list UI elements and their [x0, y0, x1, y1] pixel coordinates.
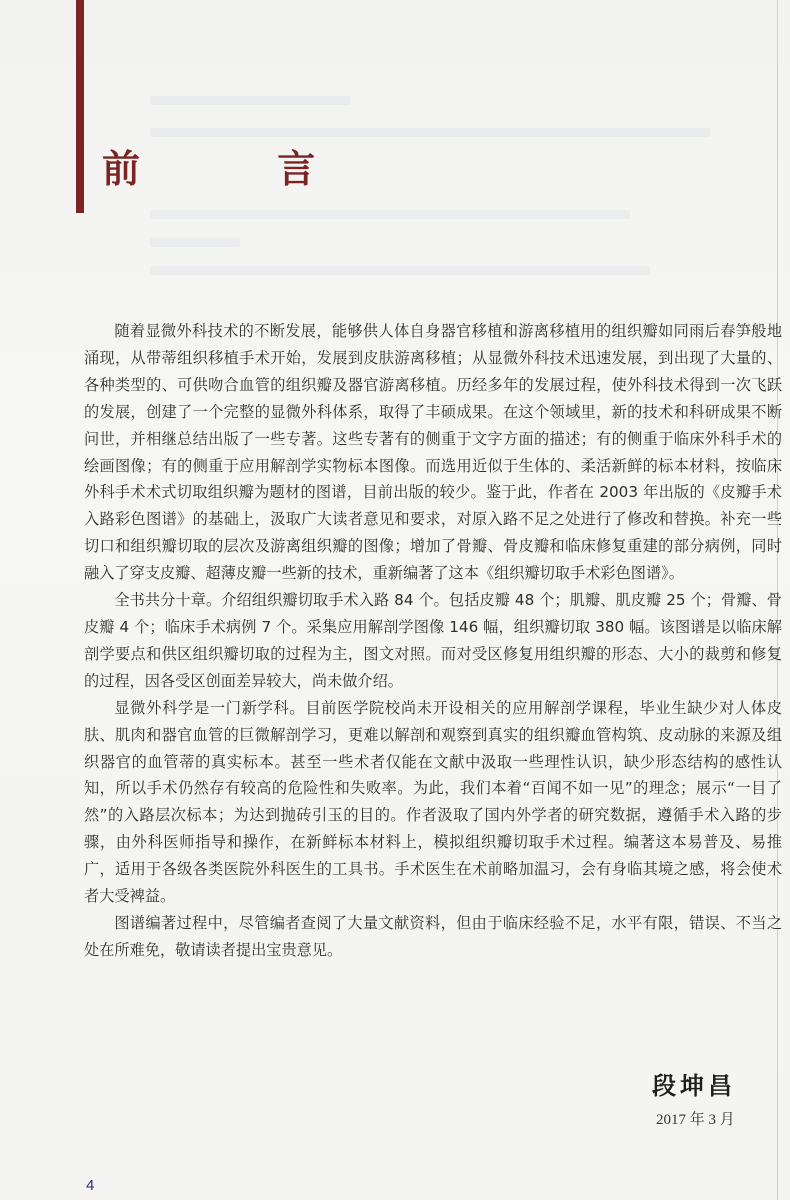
bleed-through-mark	[150, 210, 630, 219]
bleed-through-mark	[150, 128, 710, 137]
title-accent-bar	[76, 0, 84, 213]
author-signature: 段坤昌	[652, 1071, 736, 1100]
bleed-through-mark	[150, 96, 350, 105]
paragraph: 随着显微外科技术的不断发展，能够供人体自身器官移植和游离移植用的组织瓣如同雨后春笋般地涌现，从带蒂组织移植手术开始，发展到皮肤游离移植；从显微外科技术迅速发展，到出现了大量的、各种类型的、可供吻合血管的组织瓣及器官游离移植。历经多年的发展过程，使外科技术得到一次飞跃的发展，创建了一个完整的显微外科体系，取得了丰硕成果。在这个领域里，新的技术和科研成果不断问世，并相继总结出版了一些专著。这些专著有的侧重于文字方面的描述；有的侧重于临床外科手术的绘画图像；有的侧重于应用解剖学实物标本图像。而选用近似于生体的、柔活新鲜的标本材料，按临床外科手术术式切取组织瓣为题材的图谱，目前出版的较少。鉴于此，作者在 2003 年出版的《皮瓣手术入路彩色图谱》的基础上，汲取广大读者意见和要求，对原入路不足之处进行了修改和替换。补充一些切口和组织瓣切取的层次及游离组织瓣的图像；增加了骨瓣、骨皮瓣和临床修复重建的部分病例，同时融入了穿支皮瓣、超薄皮瓣一些新的技术，重新编著了这本《组织瓣切取手术彩色图谱》。	[84, 322, 782, 583]
bleed-through-mark	[150, 238, 240, 247]
paragraph: 全书共分十章。介绍组织瓣切取手术入路 84 个。包括皮瓣 48 个；肌瓣、肌皮瓣 25 个；骨瓣、骨皮瓣 4 个；临床手术病例 7 个。采集应用解剖学图像 146 幅，组织瓣切取 380 幅。该图谱是以临床解剖学要点和供区组织瓣切取的过程为主，图文对照。而对受区修复用组织瓣的形态、大小的裁剪和修复的过程，因各受区创面差异较大，尚未做介绍。	[84, 591, 782, 690]
bleed-through-mark	[150, 266, 650, 275]
page-title: 前 言	[102, 147, 378, 191]
paragraph: 显微外科学是一门新学科。目前医学院校尚未开设相关的应用解剖学课程，毕业生缺少对人体皮肤、肌肉和器官血管的巨微解剖学习，更难以解剖和观察到真实的组织瓣血管构筑、皮动脉的来源及组织器官的血管蒂的真实标本。甚至一些术者仅能在文献中汲取一些理性认识，缺少形态结构的感性认知，所以手术仍然存有较高的危险性和失败率。为此，我们本着“百闻不如一见”的理念；展示“一目了然”的入路层次标本；为达到抛砖引玉的目的。作者汲取了国内外学者的研究数据，遵循手术入路的步骤，由外科医师指导和操作，在新鲜标本材料上，模拟组织瓣切取手术过程。编著这本易普及、易推广，适用于各级各类医院外科医生的工具书。手术医生在术前略加温习，会有身临其境之感，将会使术者大受裨益。	[84, 698, 782, 906]
signature-date: 2017 年 3 月	[656, 1112, 735, 1128]
paragraph: 图谱编著过程中，尽管编者查阅了大量文献资料，但由于临床经验不足，水平有限，错误、不当之处在所难免，敬请读者提出宝贵意见。	[84, 913, 782, 959]
page-number: 4	[86, 1177, 95, 1194]
preface-body	[84, 318, 782, 964]
